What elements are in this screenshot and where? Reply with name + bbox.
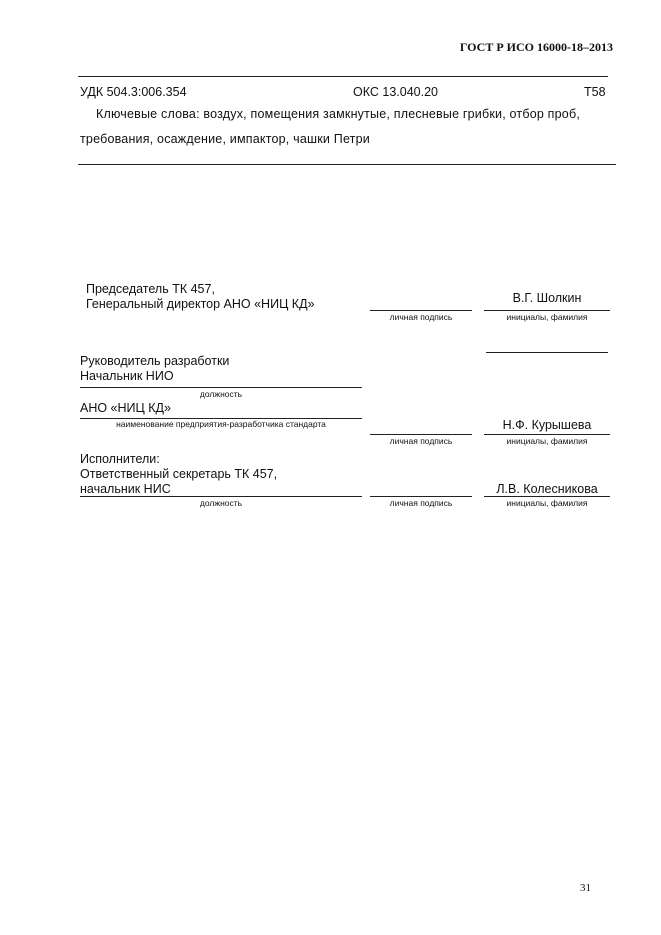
head-name-line [484, 434, 610, 435]
chairman-title-line-1: Председатель ТК 457, [86, 282, 215, 296]
head-name: Н.Ф. Курышева [502, 418, 592, 432]
keywords-line-2: требования, осаждение, импактор, чашки Петри [80, 132, 370, 146]
chairman-initials-caption: инициалы, фамилия [506, 312, 588, 322]
page-number: 31 [580, 882, 591, 894]
executors-title-line-2: начальник НИС [80, 482, 171, 496]
head-title-line-1: Руководитель разработки [80, 354, 230, 368]
head-position-line [80, 387, 362, 388]
keywords-line-1: Ключевые слова: воздух, помещения замкнутые, плесневые грибки, отбор проб, [96, 107, 580, 121]
chairman-name: В.Г. Шолкин [512, 291, 582, 305]
head-signature-caption: личная подпись [389, 436, 453, 446]
header-rule [78, 76, 608, 77]
t-code: Т58 [584, 85, 606, 99]
executor-position-caption: должность [199, 498, 243, 508]
oks-code: ОКС 13.040.20 [353, 85, 438, 99]
classification-rule [78, 164, 616, 165]
chairman-signature-caption: личная подпись [389, 312, 453, 322]
executor-initials-caption: инициалы, фамилия [506, 498, 588, 508]
head-organization: АНО «НИЦ КД» [80, 401, 171, 415]
head-position-caption: должность [199, 389, 243, 399]
executor-name: Л.В. Колесникова [496, 482, 598, 496]
executor-signature-line [370, 496, 472, 497]
head-initials-caption: инициалы, фамилия [506, 436, 588, 446]
chairman-title-line-2: Генеральный директор АНО «НИЦ КД» [86, 297, 315, 311]
head-signature-line [370, 434, 472, 435]
udk-code: УДК 504.3:006.354 [80, 85, 187, 99]
executor-position-line [80, 496, 362, 497]
executor-signature-caption: личная подпись [389, 498, 453, 508]
head-title-line-2: Начальник НИО [80, 369, 174, 383]
executors-title-line-1: Ответственный секретарь ТК 457, [80, 467, 278, 481]
executor-name-line [484, 496, 610, 497]
executors-heading: Исполнители: [80, 452, 160, 466]
chairman-name-line [484, 310, 610, 311]
extra-name-line [486, 352, 608, 353]
head-organization-caption: наименование предприятия-разработчика стандарта [116, 419, 326, 429]
chairman-signature-line [370, 310, 472, 311]
document-header: ГОСТ Р ИСО 16000-18–2013 [459, 40, 613, 54]
